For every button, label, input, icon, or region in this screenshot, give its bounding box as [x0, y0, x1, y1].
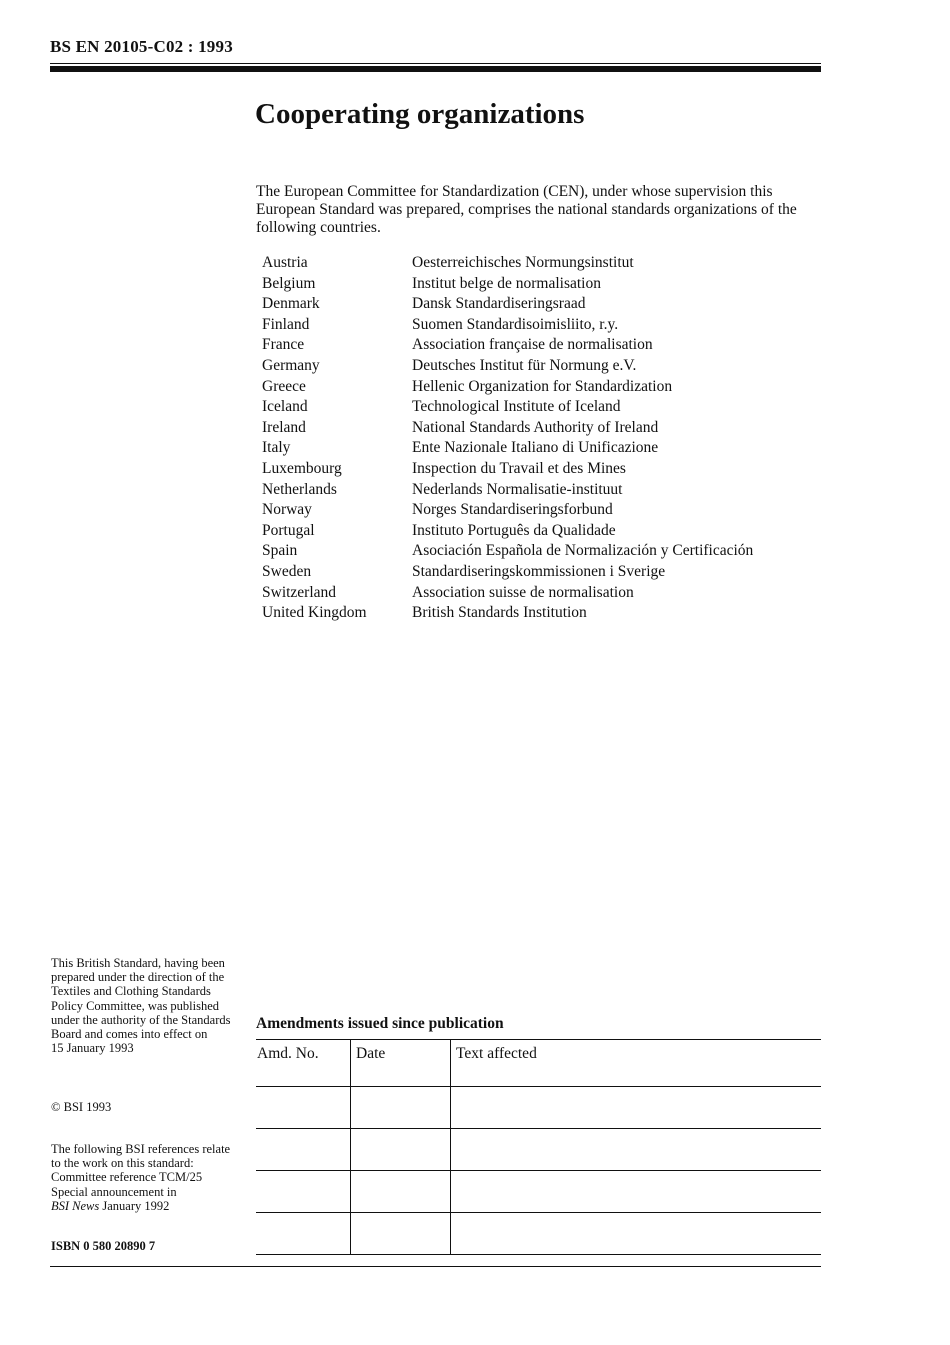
announcement-publication: BSI News — [51, 1198, 100, 1213]
bsi-references — [51, 1142, 236, 1213]
intro-paragraph: The European Committee for Standardization (CEN), under whose supervision this European Standard was prepared, comprises the national standards organizations of the following countries. — [256, 183, 797, 236]
table-cell — [351, 1087, 451, 1129]
organization-name: Norges Standardiseringsforbund — [412, 501, 613, 519]
header-rule-thick — [50, 66, 821, 72]
committee-reference: Committee reference TCM/25 — [51, 1170, 203, 1185]
table-cell — [451, 1129, 822, 1171]
country-name: Switzerland — [262, 583, 337, 601]
announcement-date: January 1992 — [102, 1198, 170, 1213]
organization-name: Deutsches Institut für Normung e.V. — [412, 356, 637, 374]
table-row — [262, 603, 753, 624]
table-row — [262, 521, 753, 542]
country-name: Greece — [262, 377, 306, 395]
table-row — [262, 335, 753, 356]
amendments-empty-row — [256, 1213, 821, 1255]
table-row — [262, 356, 753, 377]
table-row — [262, 418, 753, 439]
organization-name: Dansk Standardiseringsraad — [412, 295, 586, 313]
organization-name: Hellenic Organization for Standardization — [412, 377, 673, 395]
table-cell — [351, 1129, 451, 1171]
copyright: © BSI 1993 — [51, 1100, 112, 1114]
table-cell — [256, 1087, 351, 1129]
country-name: Luxembourg — [262, 459, 342, 477]
table-cell — [256, 1213, 351, 1255]
isbn: ISBN 0 580 20890 7 — [51, 1239, 156, 1253]
country-name: United Kingdom — [262, 604, 367, 622]
footer-rule — [50, 1266, 821, 1267]
table-cell — [256, 1171, 351, 1213]
document-code: BS EN 20105-C02 : 1993 — [50, 37, 233, 56]
country-name: Iceland — [262, 398, 308, 416]
table-cell — [351, 1213, 451, 1255]
table-cell — [256, 1129, 351, 1171]
country-name: Germany — [262, 356, 320, 374]
country-name: France — [262, 336, 305, 354]
organization-name: Oesterreichisches Normungsinstitut — [412, 254, 634, 271]
country-name: Italy — [262, 439, 291, 457]
table-row — [262, 438, 753, 459]
organization-name: Association française de normalisation — [412, 336, 653, 354]
announcement-prefix: Special announcement in — [51, 1184, 177, 1199]
table-row — [262, 315, 753, 336]
organization-name: Instituto Português da Qualidade — [412, 521, 616, 539]
publication-note — [51, 956, 236, 1055]
references-intro: The following BSI references relate to the work on this standard: — [51, 1142, 231, 1171]
table-row — [262, 583, 753, 604]
country-name: Austria — [262, 254, 308, 271]
organization-name: National Standards Authority of Ireland — [412, 418, 659, 436]
amendments-col-date: Date — [351, 1040, 451, 1087]
country-name: Denmark — [262, 295, 320, 313]
organizations-table-body — [262, 253, 753, 624]
organizations-list — [262, 253, 753, 624]
table-row — [262, 397, 753, 418]
organization-name: Technological Institute of Iceland — [412, 398, 621, 416]
country-name: Netherlands — [262, 480, 337, 498]
table-row — [262, 480, 753, 501]
amendments-col-text-affected: Text affected — [451, 1040, 822, 1087]
amendments-title: Amendments issued since publication — [256, 1015, 504, 1032]
organization-name: Asociación Española de Normalización y Certificación — [412, 542, 754, 560]
table-row — [262, 500, 753, 521]
country-name: Finland — [262, 315, 310, 333]
table-row — [262, 562, 753, 583]
table-row — [262, 253, 753, 274]
country-name: Ireland — [262, 418, 306, 436]
country-name: Norway — [262, 501, 312, 519]
amendments-empty-row — [256, 1087, 821, 1129]
country-name: Portugal — [262, 521, 315, 539]
table-cell — [451, 1087, 822, 1129]
table-row — [262, 274, 753, 295]
header-rule-thin — [50, 63, 821, 64]
organizations-table — [262, 253, 753, 624]
organization-name: Association suisse de normalisation — [412, 583, 634, 601]
amendments-empty-row — [256, 1129, 821, 1171]
organization-name: Standardiseringskommissionen i Sverige — [412, 562, 666, 580]
country-name: Spain — [262, 542, 298, 560]
organization-name: Inspection du Travail et des Mines — [412, 459, 626, 477]
page-title: Cooperating organizations — [255, 98, 585, 130]
amendments-col-amd-no: Amd. No. — [256, 1040, 351, 1087]
table-row — [262, 377, 753, 398]
organization-name: Institut belge de normalisation — [412, 274, 601, 292]
organization-name: Ente Nazionale Italiano di Unificazione — [412, 439, 659, 457]
country-name: Sweden — [262, 562, 312, 580]
organization-name: British Standards Institution — [412, 604, 587, 622]
publication-note-text: This British Standard, having been prepared under the direction of the Textiles and Clothing Standards Policy Committee, was published under the authority of the Standards Board and comes into effect on — [51, 956, 231, 1042]
table-cell — [451, 1171, 822, 1213]
amendments-empty-row — [256, 1171, 821, 1213]
effective-date: 15 January 1993 — [51, 1041, 134, 1056]
table-cell — [351, 1171, 451, 1213]
table-cell — [451, 1213, 822, 1255]
organization-name: Nederlands Normalisatie-instituut — [412, 480, 623, 498]
table-row — [262, 294, 753, 315]
amendments-header-row — [256, 1040, 821, 1087]
table-row — [262, 459, 753, 480]
organization-name: Suomen Standardisoimisliito, r.y. — [412, 315, 619, 333]
table-row — [262, 541, 753, 562]
country-name: Belgium — [262, 274, 316, 292]
amendments-table — [256, 1039, 821, 1255]
